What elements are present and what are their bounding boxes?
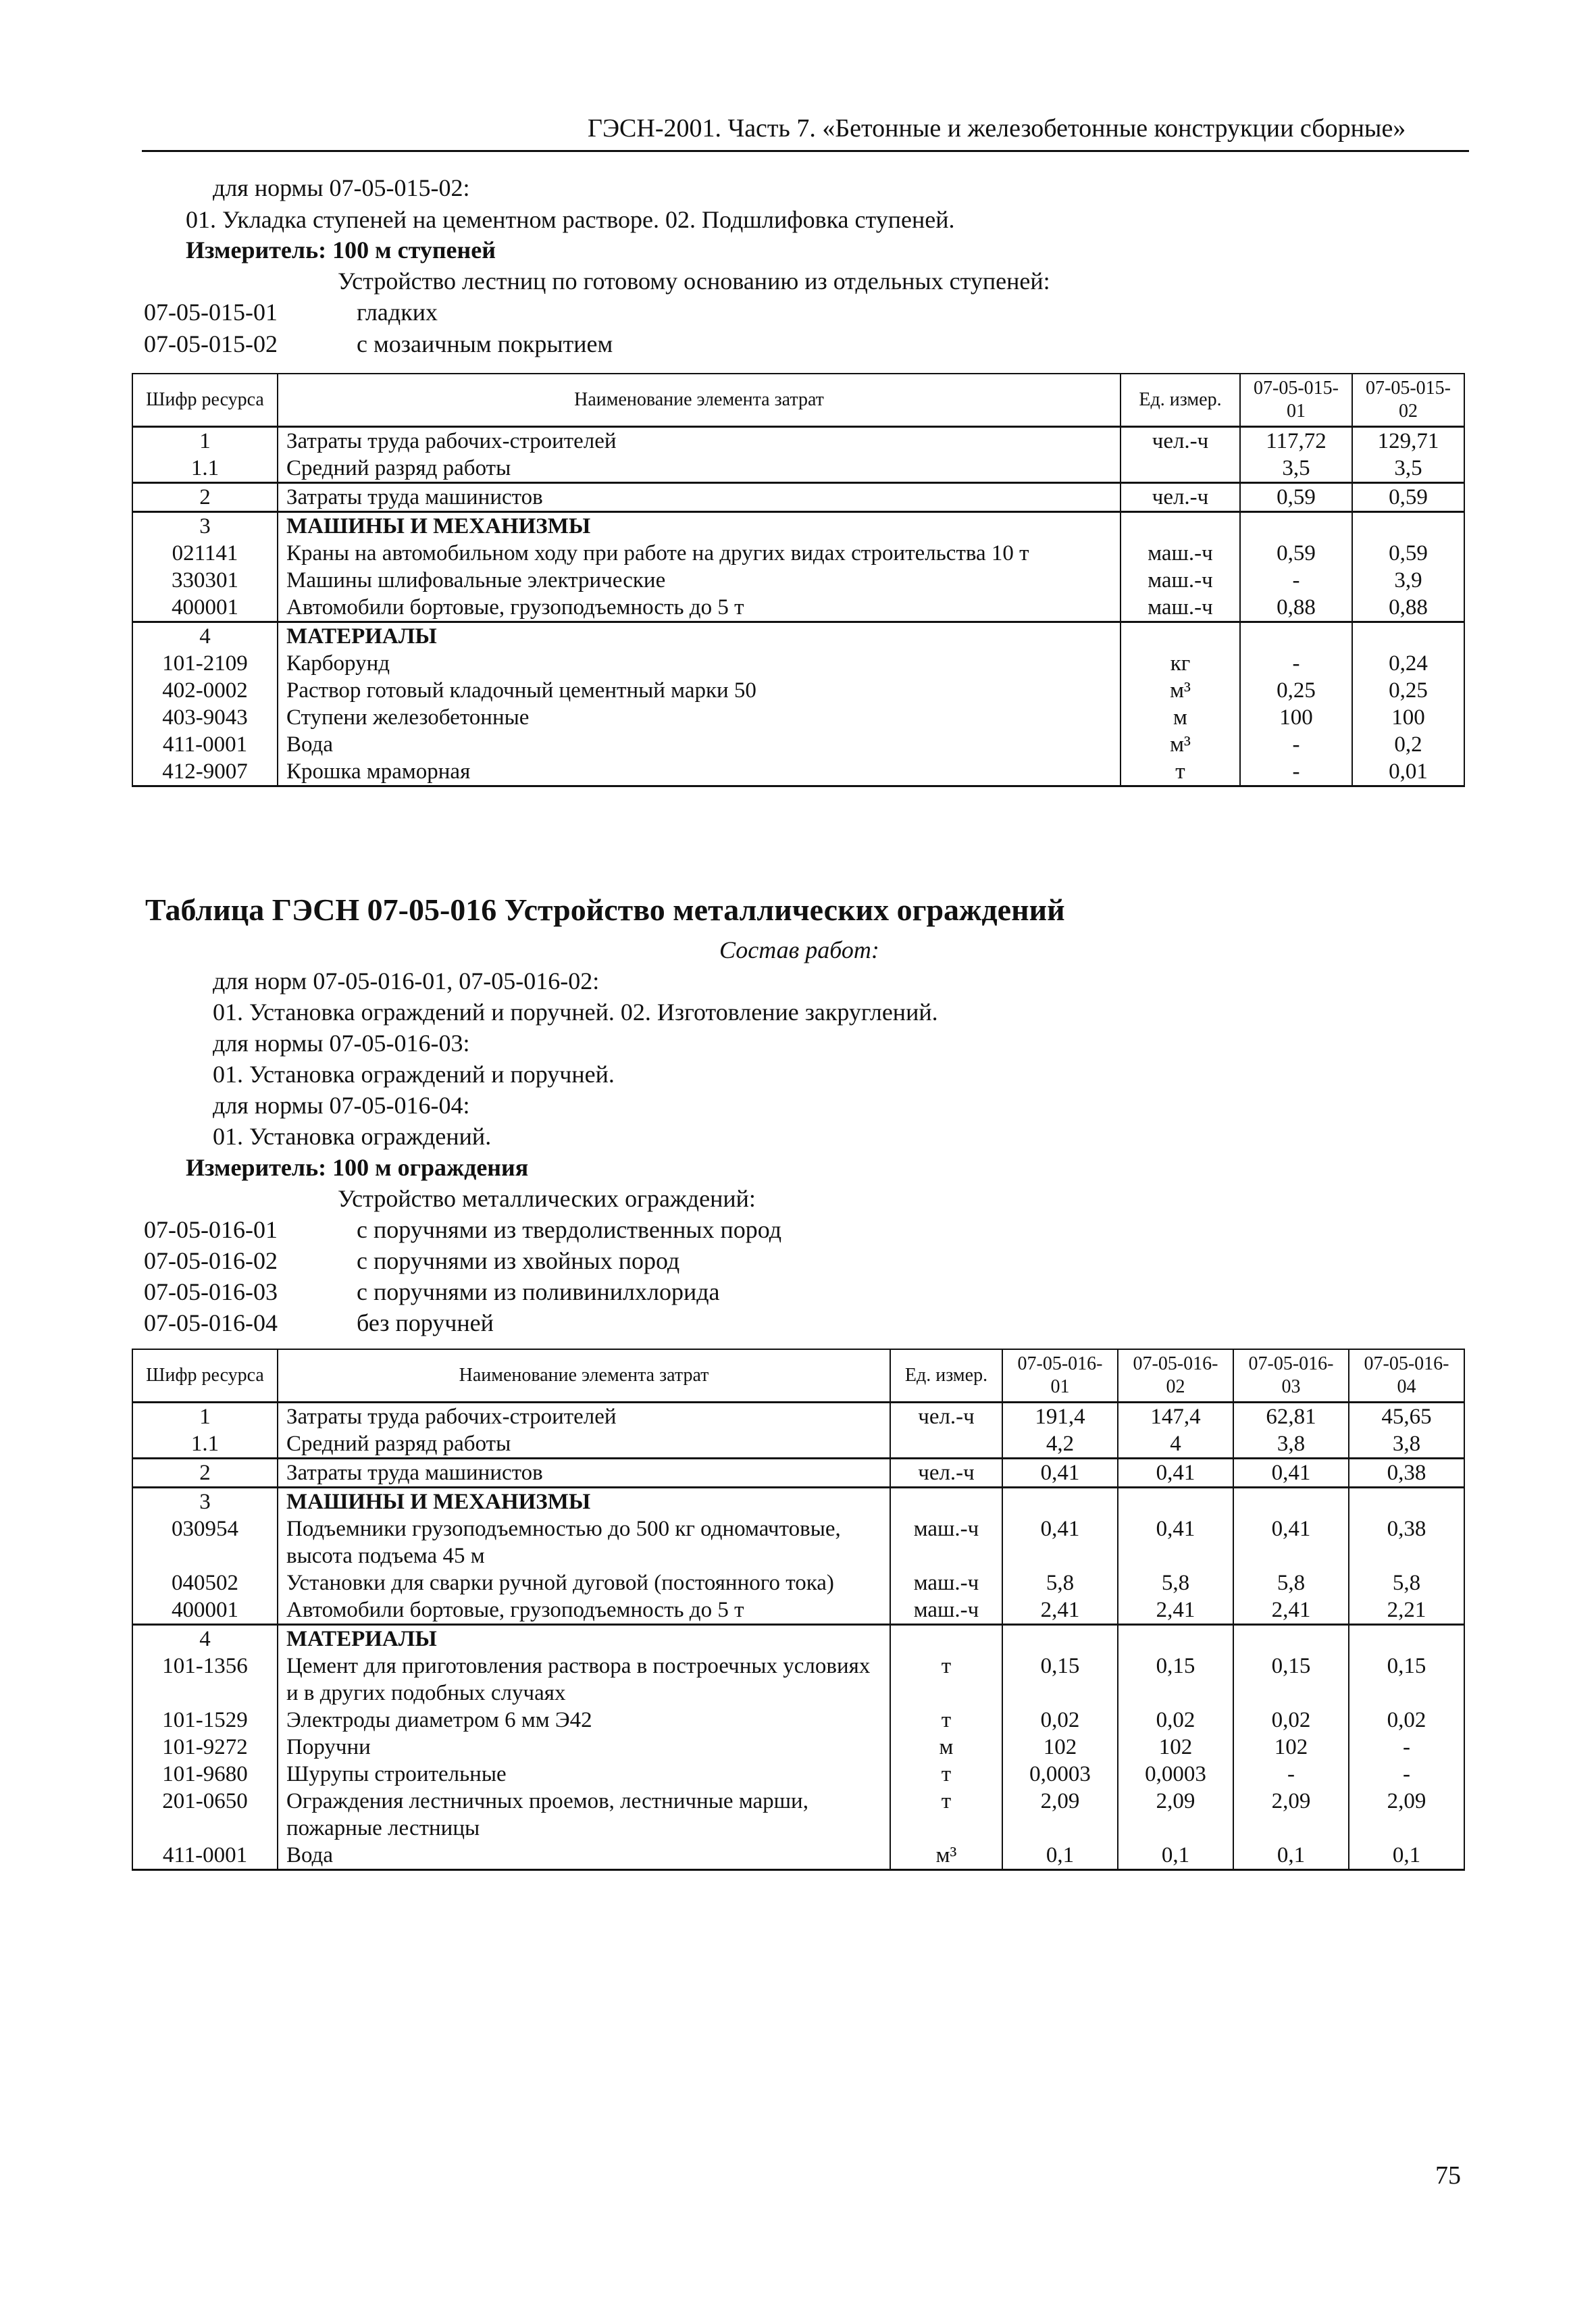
resource-code-cell: 101-9680 <box>132 1761 278 1788</box>
value-cell <box>1002 1625 1118 1653</box>
column-header: Шифр ресурса <box>132 1349 278 1403</box>
resource-code-cell: 4 <box>132 622 278 651</box>
table-row <box>132 540 1464 567</box>
table-row <box>132 650 1464 677</box>
value-cell: 0,38 <box>1349 1459 1464 1488</box>
value-cell <box>1233 1488 1349 1516</box>
table-row <box>132 731 1464 758</box>
work-line: для нормы 07-05-016-04: <box>213 1092 470 1119</box>
resource-name-cell: Автомобили бортовые, грузоподъемность до 5 т <box>278 594 1121 622</box>
value-cell: 5,8 <box>1233 1569 1349 1596</box>
work-line: 01. Установка ограждений. <box>213 1123 492 1150</box>
value-cell: 0,0003 <box>1002 1761 1118 1788</box>
column-header: Наименование элемента затрат <box>278 374 1121 427</box>
column-header: 07-05-016-03 <box>1233 1349 1349 1403</box>
value-cell: 191,4 <box>1002 1403 1118 1431</box>
table-row <box>132 1707 1464 1734</box>
resource-name-cell: Цемент для приготовления раствора в построечных условиях и в других подобных случаях <box>278 1653 890 1707</box>
table-row <box>132 1761 1464 1788</box>
column-header: 07-05-015-02 <box>1352 374 1464 427</box>
value-cell: 2,41 <box>1002 1596 1118 1625</box>
value-cell: 5,8 <box>1002 1569 1118 1596</box>
value-cell: 3,8 <box>1349 1430 1464 1459</box>
work-line: для нормы 07-05-016-03: <box>213 1030 470 1057</box>
table-row <box>132 594 1464 622</box>
unit-cell: м³ <box>1121 677 1240 704</box>
resource-code-cell: 030954 <box>132 1515 278 1569</box>
resource-name-cell: Затраты труда рабочих-строителей <box>278 427 1121 455</box>
value-cell: - <box>1233 1761 1349 1788</box>
page-number: 75 <box>1435 2161 1461 2190</box>
value-cell: 147,4 <box>1118 1403 1233 1431</box>
unit-cell: маш.-ч <box>1121 594 1240 622</box>
resource-code-cell: 201-0650 <box>132 1788 278 1842</box>
value-cell <box>1118 1488 1233 1516</box>
section-row <box>132 1488 1464 1516</box>
value-cell: 0,1 <box>1002 1842 1118 1870</box>
resource-code-cell: 101-2109 <box>132 650 278 677</box>
value-cell: 0,88 <box>1240 594 1352 622</box>
value-cell: 0,59 <box>1240 540 1352 567</box>
resource-code-cell: 101-9272 <box>132 1734 278 1761</box>
work-line: 01. Укладка ступеней на цементном растворе. 02. Подшлифовка ступеней. <box>186 206 955 233</box>
resource-name-cell: Электроды диаметром 6 мм Э42 <box>278 1707 890 1734</box>
value-cell: - <box>1240 567 1352 594</box>
value-cell: 0,1 <box>1349 1842 1464 1870</box>
value-cell: 0,59 <box>1352 540 1464 567</box>
resource-name-cell: МАТЕРИАЛЫ <box>278 622 1121 651</box>
column-header: Ед. измер. <box>1121 374 1240 427</box>
value-cell: 0,24 <box>1352 650 1464 677</box>
value-cell: - <box>1240 731 1352 758</box>
code-text: с мозаичным покрытием <box>357 330 613 357</box>
value-cell: 102 <box>1118 1734 1233 1761</box>
resource-code-cell: 1.1 <box>132 1430 278 1459</box>
column-header: 07-05-016-02 <box>1118 1349 1233 1403</box>
resource-name-cell: Шурупы строительные <box>278 1761 890 1788</box>
value-cell: 2,09 <box>1349 1788 1464 1842</box>
section-row <box>132 1625 1464 1653</box>
value-cell: 3,8 <box>1233 1430 1349 1459</box>
table-row <box>132 1842 1464 1870</box>
measure-label: Измеритель: <box>186 1154 327 1181</box>
running-header: ГЭСН-2001. Часть 7. «Бетонные и железобетонные конструкции сборные» <box>588 114 1406 143</box>
value-cell: 4 <box>1118 1430 1233 1459</box>
resource-name-cell: Ограждения лестничных проемов, лестничные марши, пожарные лестницы <box>278 1788 890 1842</box>
value-cell: 62,81 <box>1233 1403 1349 1431</box>
unit-cell: т <box>890 1653 1002 1707</box>
resource-table-016 <box>132 1349 1465 1871</box>
composition-label: Состав работ: <box>719 936 879 963</box>
unit-cell: маш.-ч <box>890 1515 1002 1569</box>
value-cell: 102 <box>1002 1734 1118 1761</box>
code-number: 07-05-015-02 <box>144 330 278 357</box>
value-cell: 0,59 <box>1240 483 1352 512</box>
resource-name-cell: Установки для сварки ручной дуговой (постоянного тока) <box>278 1569 890 1596</box>
value-cell: - <box>1240 758 1352 786</box>
table-row <box>132 1653 1464 1707</box>
table-title: Таблица ГЭСН 07-05-016 Устройство металлических ограждений <box>145 892 1065 927</box>
unit-cell <box>890 1430 1002 1459</box>
unit-cell <box>890 1625 1002 1653</box>
value-cell: 0,1 <box>1233 1842 1349 1870</box>
code-number: 07-05-016-02 <box>144 1247 278 1274</box>
unit-cell <box>890 1488 1002 1516</box>
value-cell: 0,41 <box>1233 1459 1349 1488</box>
unit-cell: м³ <box>890 1842 1002 1870</box>
section-row <box>132 622 1464 651</box>
measure-label: Измеритель: <box>186 236 327 263</box>
resource-name-cell: Крошка мраморная <box>278 758 1121 786</box>
resource-code-cell: 3 <box>132 1488 278 1516</box>
measure-value: 100 м ограждения <box>332 1154 529 1181</box>
code-text: гладких <box>357 299 438 326</box>
code-number: 07-05-015-01 <box>144 299 278 326</box>
value-cell: 0,02 <box>1233 1707 1349 1734</box>
code-number: 07-05-016-04 <box>144 1309 278 1336</box>
unit-cell: т <box>1121 758 1240 786</box>
resource-name-cell: Карборунд <box>278 650 1121 677</box>
unit-cell: чел.-ч <box>1121 427 1240 455</box>
resource-name-cell: МАШИНЫ И МЕХАНИЗМЫ <box>278 512 1121 540</box>
value-cell: - <box>1349 1734 1464 1761</box>
table-row <box>132 758 1464 786</box>
value-cell: 45,65 <box>1349 1403 1464 1431</box>
value-cell: 102 <box>1233 1734 1349 1761</box>
value-cell: 100 <box>1240 704 1352 731</box>
value-cell <box>1233 1625 1349 1653</box>
table-row <box>132 1459 1464 1488</box>
table-row <box>132 455 1464 483</box>
resource-name-cell: МАТЕРИАЛЫ <box>278 1625 890 1653</box>
header-rule <box>142 150 1469 152</box>
work-line: 01. Установка ограждений и поручней. <box>213 1061 615 1088</box>
resource-code-cell: 403-9043 <box>132 704 278 731</box>
resource-code-cell: 1 <box>132 1403 278 1431</box>
value-cell <box>1002 1488 1118 1516</box>
value-cell: 0,41 <box>1002 1459 1118 1488</box>
value-cell: 0,0003 <box>1118 1761 1233 1788</box>
value-cell: 100 <box>1352 704 1464 731</box>
value-cell: 0,38 <box>1349 1515 1464 1569</box>
resource-code-cell: 411-0001 <box>132 731 278 758</box>
table-row <box>132 1788 1464 1842</box>
table-header-row <box>132 374 1464 427</box>
table-row <box>132 567 1464 594</box>
table-row <box>132 1430 1464 1459</box>
value-cell: 0,01 <box>1352 758 1464 786</box>
resource-table-015 <box>132 373 1465 787</box>
value-cell: 0,25 <box>1240 677 1352 704</box>
value-cell: 2,21 <box>1349 1596 1464 1625</box>
column-header: Шифр ресурса <box>132 374 278 427</box>
value-cell: 2,41 <box>1118 1596 1233 1625</box>
resource-code-cell: 1.1 <box>132 455 278 483</box>
value-cell: 0,15 <box>1233 1653 1349 1707</box>
resource-code-cell: 2 <box>132 1459 278 1488</box>
value-cell: 0,15 <box>1118 1653 1233 1707</box>
value-cell: 0,41 <box>1002 1515 1118 1569</box>
value-cell: - <box>1349 1761 1464 1788</box>
code-text: с поручнями из поливинилхлорида <box>357 1278 720 1305</box>
unit-cell <box>1121 455 1240 483</box>
unit-cell: кг <box>1121 650 1240 677</box>
resource-code-cell: 2 <box>132 483 278 512</box>
value-cell: 0,02 <box>1349 1707 1464 1734</box>
value-cell: 0,41 <box>1118 1459 1233 1488</box>
norm-line: для нормы 07-05-015-02: <box>213 174 470 201</box>
value-cell <box>1118 1625 1233 1653</box>
value-cell: 3,9 <box>1352 567 1464 594</box>
unit-cell: маш.-ч <box>890 1569 1002 1596</box>
value-cell <box>1352 622 1464 651</box>
work-line: для норм 07-05-016-01, 07-05-016-02: <box>213 967 600 995</box>
unit-cell: маш.-ч <box>890 1596 1002 1625</box>
column-header: Ед. измер. <box>890 1349 1002 1403</box>
section-row <box>132 512 1464 540</box>
unit-cell: маш.-ч <box>1121 540 1240 567</box>
resource-name-cell: МАШИНЫ И МЕХАНИЗМЫ <box>278 1488 890 1516</box>
resource-name-cell: Затраты труда машинистов <box>278 483 1121 512</box>
column-header: 07-05-016-01 <box>1002 1349 1118 1403</box>
value-cell: 0,15 <box>1002 1653 1118 1707</box>
value-cell: 0,02 <box>1002 1707 1118 1734</box>
resource-name-cell: Краны на автомобильном ходу при работе на других видах строительства 10 т <box>278 540 1121 567</box>
resource-code-cell: 021141 <box>132 540 278 567</box>
table-row <box>132 704 1464 731</box>
value-cell: 117,72 <box>1240 427 1352 455</box>
resource-name-cell: Вода <box>278 731 1121 758</box>
column-header: 07-05-016-04 <box>1349 1349 1464 1403</box>
value-cell: 5,8 <box>1118 1569 1233 1596</box>
value-cell: 0,2 <box>1352 731 1464 758</box>
resource-code-cell: 3 <box>132 512 278 540</box>
value-cell <box>1349 1625 1464 1653</box>
unit-cell: т <box>890 1707 1002 1734</box>
unit-cell: м <box>1121 704 1240 731</box>
resource-name-cell: Подъемники грузоподъемностью до 500 кг одномачтовые, высота подъема 45 м <box>278 1515 890 1569</box>
value-cell <box>1240 512 1352 540</box>
resource-name-cell: Раствор готовый кладочный цементный марки 50 <box>278 677 1121 704</box>
resource-name-cell: Затраты труда рабочих-строителей <box>278 1403 890 1431</box>
resource-code-cell: 400001 <box>132 594 278 622</box>
unit-cell: т <box>890 1788 1002 1842</box>
code-number: 07-05-016-03 <box>144 1278 278 1305</box>
resource-name-cell: Вода <box>278 1842 890 1870</box>
resource-code-cell: 1 <box>132 427 278 455</box>
value-cell: 0,1 <box>1118 1842 1233 1870</box>
unit-cell: м³ <box>1121 731 1240 758</box>
unit-cell: т <box>890 1761 1002 1788</box>
value-cell: 5,8 <box>1349 1569 1464 1596</box>
resource-code-cell: 400001 <box>132 1596 278 1625</box>
value-cell: 0,59 <box>1352 483 1464 512</box>
unit-cell <box>1121 622 1240 651</box>
value-cell: 2,09 <box>1002 1788 1118 1842</box>
resource-name-cell: Машины шлифовальные электрические <box>278 567 1121 594</box>
value-cell <box>1352 512 1464 540</box>
value-cell <box>1349 1488 1464 1516</box>
value-cell: 0,15 <box>1349 1653 1464 1707</box>
measure-line <box>186 1155 528 1180</box>
code-text: с поручнями из твердолиственных пород <box>357 1216 782 1243</box>
resource-code-cell: 101-1356 <box>132 1653 278 1707</box>
value-cell: 4,2 <box>1002 1430 1118 1459</box>
value-cell: - <box>1240 650 1352 677</box>
resource-name-cell: Средний разряд работы <box>278 1430 890 1459</box>
resource-code-cell: 402-0002 <box>132 677 278 704</box>
table-row <box>132 1569 1464 1596</box>
value-cell: 0,02 <box>1118 1707 1233 1734</box>
value-cell: 0,41 <box>1118 1515 1233 1569</box>
resource-name-cell: Затраты труда машинистов <box>278 1459 890 1488</box>
table-row <box>132 1515 1464 1569</box>
measure-value: 100 м ступеней <box>332 236 496 263</box>
value-cell: 2,41 <box>1233 1596 1349 1625</box>
unit-cell: маш.-ч <box>1121 567 1240 594</box>
table-row <box>132 427 1464 455</box>
value-cell: 0,25 <box>1352 677 1464 704</box>
table-row <box>132 1734 1464 1761</box>
resource-code-cell: 101-1529 <box>132 1707 278 1734</box>
value-cell: 2,09 <box>1118 1788 1233 1842</box>
resource-code-cell: 411-0001 <box>132 1842 278 1870</box>
resource-code-cell: 4 <box>132 1625 278 1653</box>
resource-name-cell: Ступени железобетонные <box>278 704 1121 731</box>
value-cell: 2,09 <box>1233 1788 1349 1842</box>
resource-name-cell: Поручни <box>278 1734 890 1761</box>
code-number: 07-05-016-01 <box>144 1216 278 1243</box>
table-row <box>132 483 1464 512</box>
unit-cell <box>1121 512 1240 540</box>
value-cell <box>1240 622 1352 651</box>
table-row <box>132 677 1464 704</box>
value-cell: 0,88 <box>1352 594 1464 622</box>
table-header-row <box>132 1349 1464 1403</box>
value-cell: 3,5 <box>1352 455 1464 483</box>
resource-code-cell: 330301 <box>132 567 278 594</box>
work-line: 01. Установка ограждений и поручней. 02. Изготовление закруглений. <box>213 999 938 1026</box>
resource-name-cell: Средний разряд работы <box>278 455 1121 483</box>
column-header: 07-05-015-01 <box>1240 374 1352 427</box>
unit-cell: чел.-ч <box>890 1459 1002 1488</box>
column-header: Наименование элемента затрат <box>278 1349 890 1403</box>
code-text: с поручнями из хвойных пород <box>357 1247 680 1274</box>
unit-cell: чел.-ч <box>890 1403 1002 1431</box>
description-line: Устройство лестниц по готовому основанию из отдельных ступеней: <box>338 268 1050 295</box>
value-cell: 129,71 <box>1352 427 1464 455</box>
unit-cell: м <box>890 1734 1002 1761</box>
code-text: без поручней <box>357 1309 494 1336</box>
value-cell: 3,5 <box>1240 455 1352 483</box>
resource-name-cell: Автомобили бортовые, грузоподъемность до 5 т <box>278 1596 890 1625</box>
table-row <box>132 1403 1464 1431</box>
resource-code-cell: 412-9007 <box>132 758 278 786</box>
unit-cell: чел.-ч <box>1121 483 1240 512</box>
measure-line <box>186 238 496 262</box>
table-row <box>132 1596 1464 1625</box>
resource-code-cell: 040502 <box>132 1569 278 1596</box>
value-cell: 0,41 <box>1233 1515 1349 1569</box>
description-line: Устройство металлических ограждений: <box>338 1185 756 1212</box>
